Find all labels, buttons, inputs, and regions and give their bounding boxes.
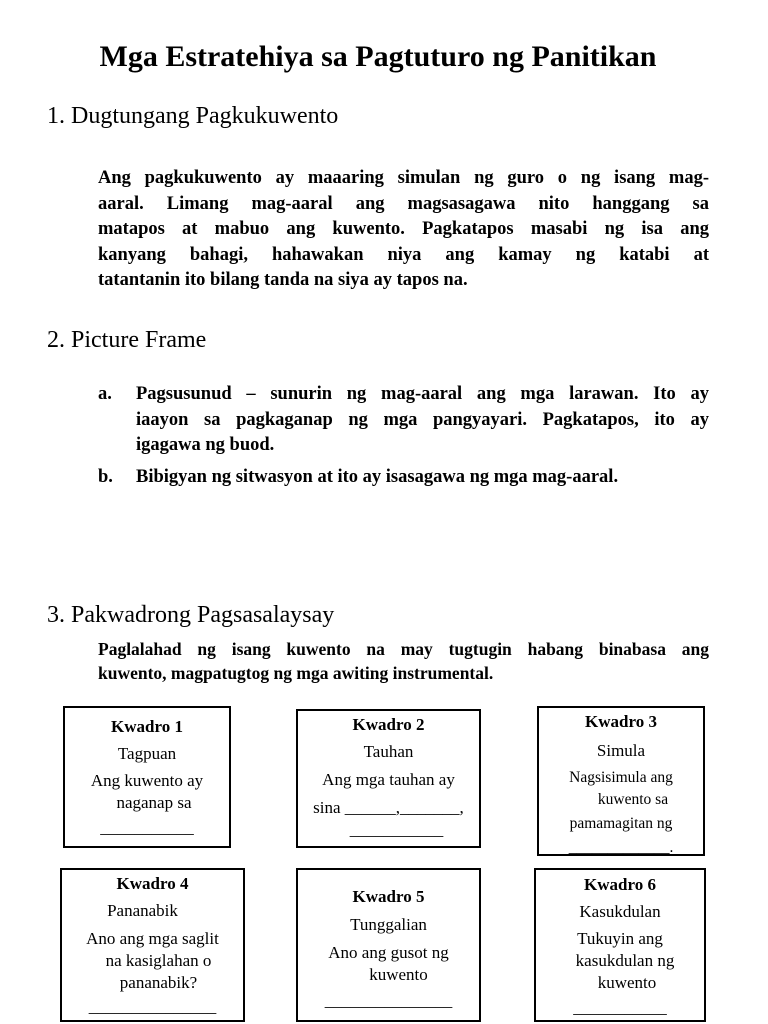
paragraph-line: Ang pagkukuwento ay maaaring simulan ng guro o ng isang mag- xyxy=(98,168,709,188)
kwadro-blank: _____________. xyxy=(568,839,674,856)
kwadro-title: Kwadro 4 xyxy=(116,874,189,893)
kwadro-title: Kwadro 2 xyxy=(352,715,425,734)
section-1-paragraph xyxy=(98,166,709,294)
list-line: iaayon sa pagkaganap ng mga pangyayari. Pagkatapos, ito ay xyxy=(136,409,709,430)
kwadro-box-3 xyxy=(537,706,705,856)
kwadro-blank: _______________ xyxy=(88,997,217,1016)
paragraph-line: kanyang bahagi, hahawakan niya ang kamay ng katabi at xyxy=(98,244,709,265)
kwadro-blank: ___________ xyxy=(100,818,194,837)
kwadro-subtitle: Tunggalian xyxy=(350,915,427,934)
list-line: Bibigyan ng sitwasyon at ito ay isasagawa ng mga mag-aaral. xyxy=(136,467,619,487)
kwadro-line: kuwento xyxy=(369,965,428,984)
kwadro-title: Kwadro 3 xyxy=(585,712,657,731)
kwadro-subtitle: Kasukdulan xyxy=(579,902,661,921)
kwadro-subtitle: Pananabik xyxy=(107,901,178,920)
kwadro-line: kasukdulan ng xyxy=(575,951,675,970)
kwadro-blank: ___________ xyxy=(349,820,444,839)
section-heading-2: 2. Picture Frame xyxy=(47,327,207,353)
kwadro-box-1 xyxy=(63,706,231,848)
section-3-paragraph xyxy=(98,637,709,685)
kwadro-line: Ang kuwento ay xyxy=(90,771,204,790)
kwadro-subtitle: Simula xyxy=(596,741,646,760)
list-marker: a. xyxy=(98,384,112,404)
list-item-b xyxy=(98,465,709,491)
page-title: Mga Estratehiya sa Pagtuturo ng Panitikan xyxy=(99,40,657,73)
kwadro-line: Ang mga tauhan ay xyxy=(322,770,455,789)
kwadro-subtitle: Tauhan xyxy=(363,742,414,761)
kwadro-box-6 xyxy=(534,868,706,1022)
kwadro-line: pamamagitan ng xyxy=(569,815,673,832)
section-heading-3: 3. Pakwadrong Pagsasalaysay xyxy=(47,602,335,628)
list-line: igagawa ng buod. xyxy=(136,435,275,455)
kwadro-line: kuwento sa xyxy=(597,791,669,808)
paragraph-line: matapos at mabuo ang kuwento. Pagkatapos masabi ng isa ang xyxy=(98,219,709,239)
kwadro-box-4 xyxy=(60,868,245,1022)
kwadro-blank: _______________ xyxy=(324,991,453,1010)
kwadro-box-2 xyxy=(296,709,481,848)
kwadro-blank: ___________ xyxy=(573,998,667,1017)
section-heading-1: 1. Dugtungang Pagkukuwento xyxy=(47,103,339,129)
list-line: Pagsusunud – sunurin ng mag-aaral ang mga larawan. Ito ay xyxy=(136,384,709,404)
list-marker: b. xyxy=(98,467,113,487)
kwadro-line: pananabik? xyxy=(119,973,198,992)
kwadro-subtitle: Tagpuan xyxy=(117,744,177,763)
paragraph-line: tatantanin ito bilang tanda na siya ay tapos na. xyxy=(98,270,468,290)
kwadro-title: Kwadro 1 xyxy=(111,717,183,736)
paragraph-line: kuwento, magpatugtog ng mga awiting instrumental. xyxy=(98,663,494,683)
kwadro-title: Kwadro 6 xyxy=(584,875,656,894)
list-item-a xyxy=(98,382,709,462)
kwadro-line: Ano ang gusot ng xyxy=(328,943,449,962)
paragraph-line: aaral. Limang mag-aaral ang magsasagawa nito hanggang sa xyxy=(98,193,709,214)
kwadro-title: Kwadro 5 xyxy=(352,887,425,906)
kwadro-line: Nagsisimula ang xyxy=(569,769,673,786)
kwadro-line: na kasiglahan o xyxy=(105,951,212,970)
kwadro-box-5 xyxy=(296,868,481,1022)
kwadro-line: naganap sa xyxy=(116,793,192,812)
paragraph-line: Paglalahad ng isang kuwento na may tugtugin habang binabasa ang xyxy=(98,639,709,659)
kwadro-line: kuwento xyxy=(597,973,657,992)
kwadro-line: sina ______,_______, xyxy=(313,798,464,817)
kwadro-line: Ano ang mga saglit xyxy=(86,929,219,948)
kwadro-line: Tukuyin ang xyxy=(577,929,663,948)
